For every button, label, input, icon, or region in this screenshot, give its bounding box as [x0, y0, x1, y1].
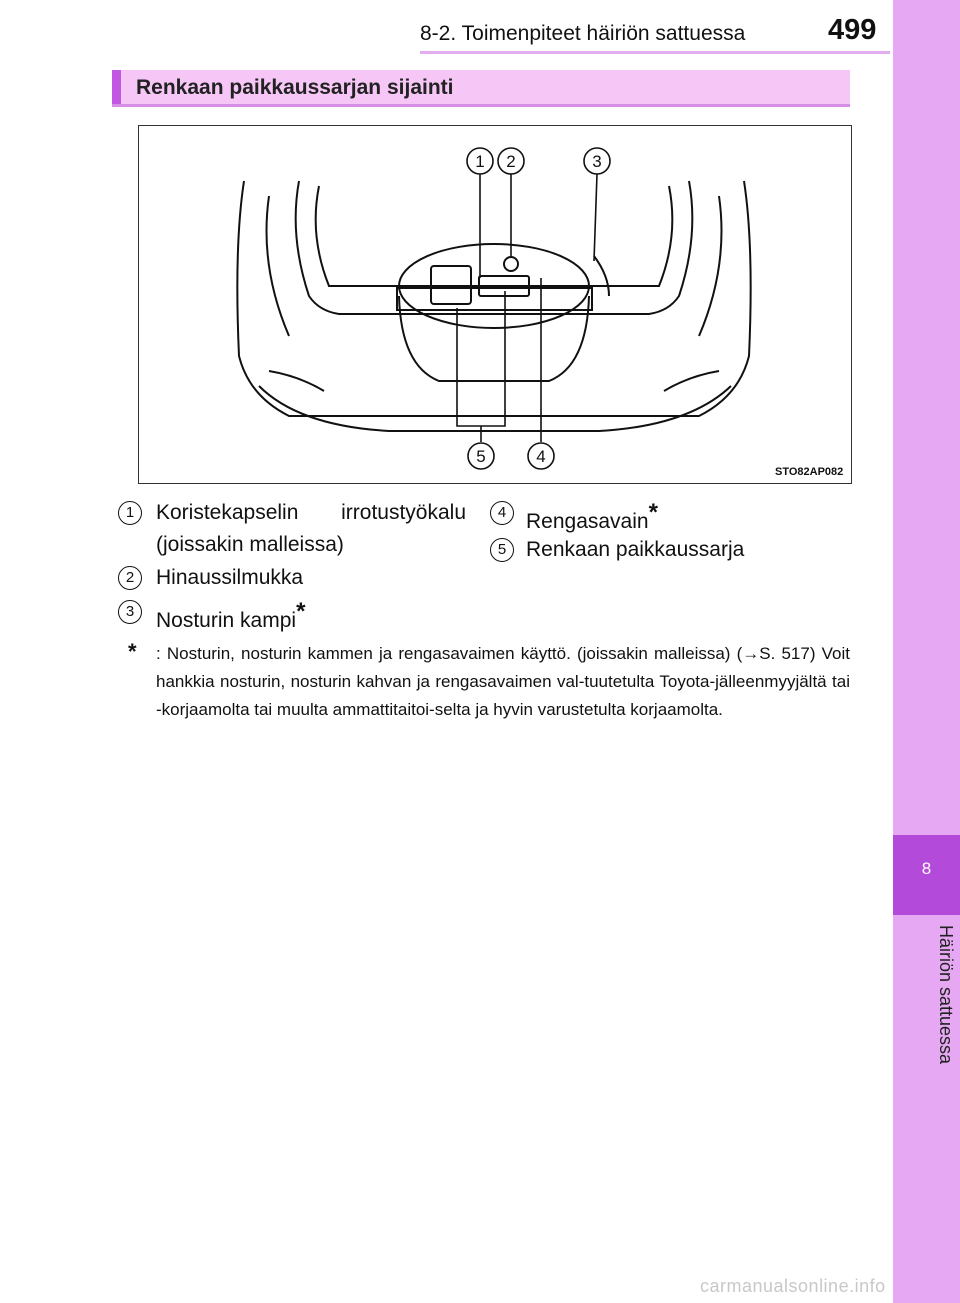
running-header: 8-2. Toimenpiteet häiriön sattuessa: [420, 22, 746, 45]
asterisk-mark: *: [648, 499, 658, 526]
callout-3: 3: [592, 152, 602, 171]
legend-text: Koristekapselin irrotustyökalu: [156, 501, 466, 524]
watermark: carmanualsonline.info: [700, 1276, 886, 1296]
callout-5: 5: [476, 447, 486, 466]
section-heading-text: Renkaan paikkaussarjan sijainti: [136, 76, 454, 99]
legend-number: 4: [490, 501, 514, 525]
legend-text: Nosturin kampi: [156, 609, 297, 632]
trunk-drawing-icon: [139, 126, 851, 483]
page-number: 499: [828, 14, 877, 46]
chapter-number-tab: 8: [893, 835, 960, 915]
legend-text-line2: (joissakin malleissa): [156, 533, 344, 556]
chapter-label: Häiriön sattuessa: [936, 925, 956, 1065]
section-heading-bar: [112, 70, 121, 104]
figure-code: STO82AP082: [775, 466, 844, 478]
footnote-asterisk: *: [128, 639, 137, 664]
legend-text: Hinaussilmukka: [156, 566, 304, 589]
legend-number: 3: [118, 600, 142, 624]
legend-text: Rengasavain: [526, 510, 649, 533]
callout-2: 2: [506, 152, 516, 171]
legend-number: 5: [490, 538, 514, 562]
trunk-illustration: [138, 125, 852, 484]
asterisk-mark: *: [296, 598, 306, 625]
legend-text: Renkaan paikkaussarja: [526, 538, 745, 561]
footnote: [128, 640, 850, 724]
callout-1: 1: [475, 152, 485, 171]
legend-number: 1: [118, 501, 142, 525]
section-heading: [112, 70, 850, 107]
header-rule: [420, 51, 890, 54]
footnote-text: : Nosturin, nosturin kammen ja rengasavaimen käyttö. (joissakin malleissa) (→S. 517) Voit hankkia nosturin, nosturin kahvan ja rengasavaimen val-tuutetulta Toyota-jälleenmyyjältä tai -korjaamolta tai muulta ammattitaitoi-selta ja hyvin varustetulta korjaamolta.: [156, 644, 850, 719]
legend-number: 2: [118, 566, 142, 590]
callout-4: 4: [536, 447, 546, 466]
